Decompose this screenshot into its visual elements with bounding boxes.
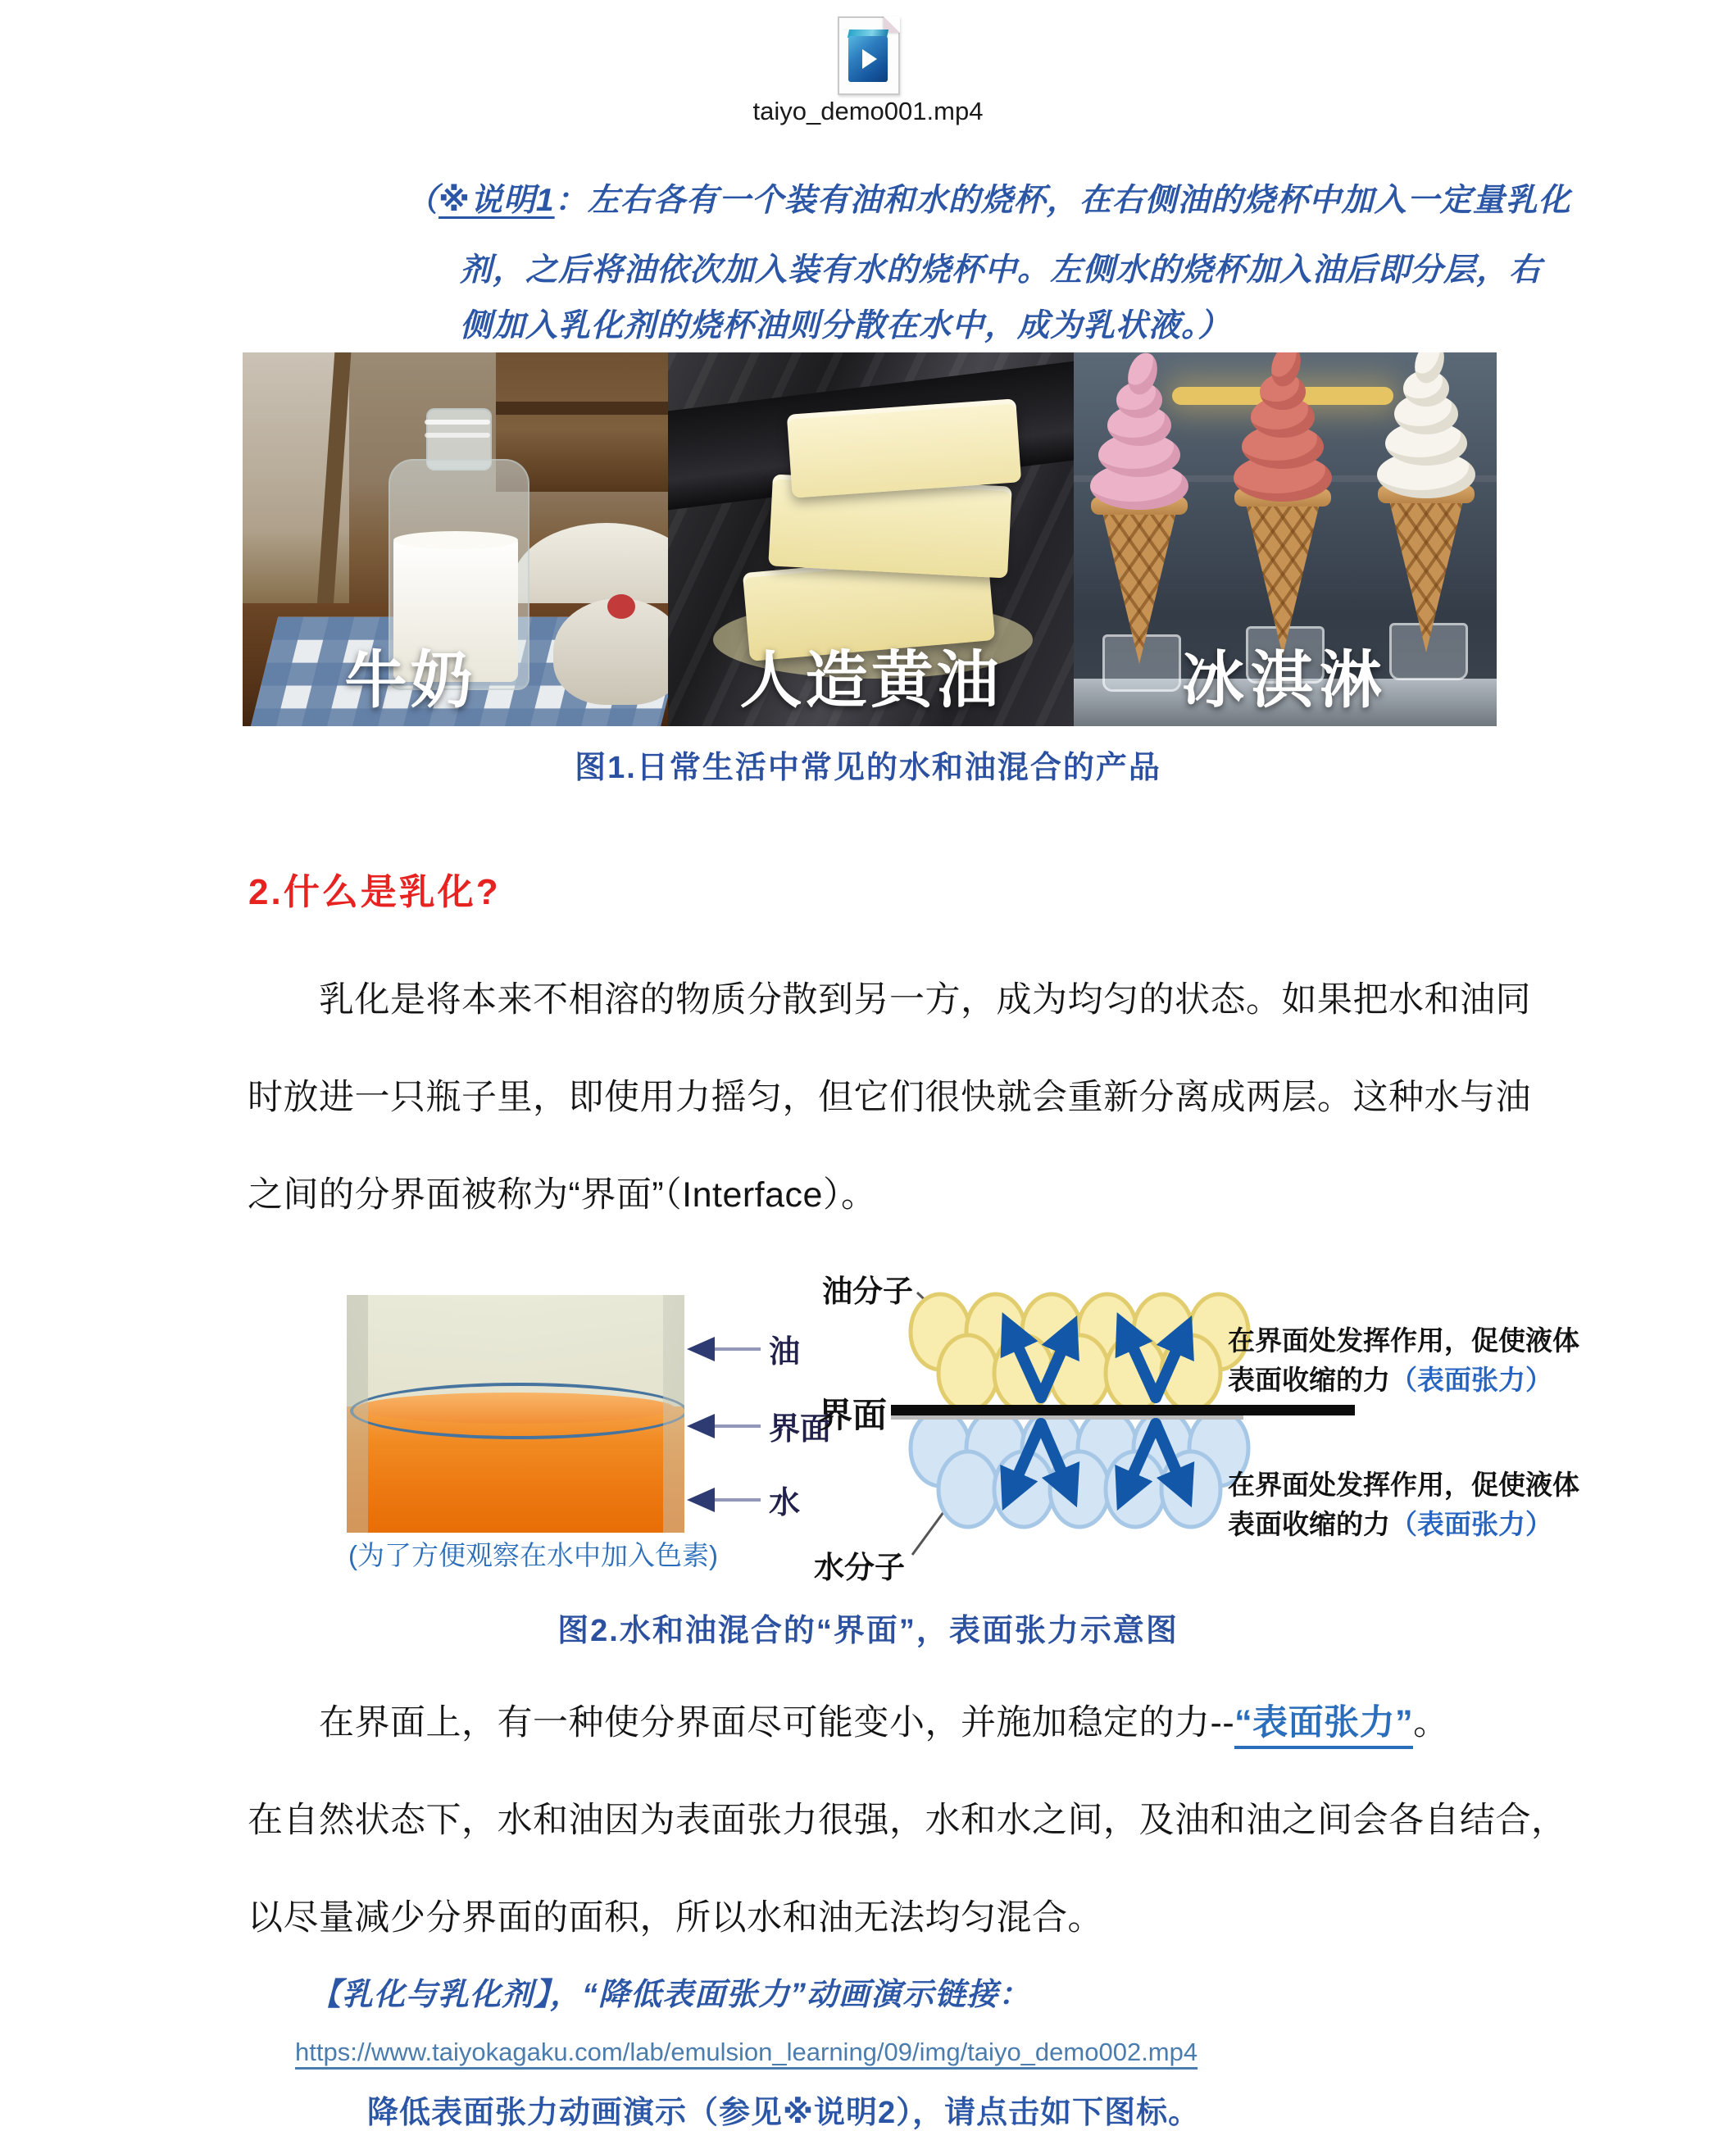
para1-line3: 之间的分界面被称为“界面”（Interface）。 bbox=[248, 1175, 877, 1215]
oil-force-text bbox=[1228, 1321, 1579, 1400]
water-molecule-label: 水分子 bbox=[814, 1551, 905, 1584]
water-force-line1: 在界面处发挥作用，促使液体 bbox=[1228, 1470, 1579, 1500]
callout-water bbox=[687, 1477, 800, 1522]
note1-open-paren: （ bbox=[406, 183, 439, 218]
diagram-interface-label: 界面 bbox=[818, 1396, 888, 1434]
callout-interface-label: 界面 bbox=[769, 1412, 832, 1447]
video-file-icon[interactable] bbox=[838, 16, 900, 95]
figure1-photo-strip bbox=[243, 352, 1497, 726]
callout-line bbox=[715, 1347, 761, 1351]
bottle-ring bbox=[425, 433, 490, 438]
figure1-caption: 图1.日常生活中常见的水和油混合的产品 bbox=[575, 751, 1161, 785]
bottle-ring bbox=[425, 420, 490, 425]
glass-wall bbox=[663, 1295, 684, 1533]
left-arrow-icon bbox=[687, 1337, 715, 1361]
butter-block bbox=[787, 398, 1021, 498]
glass-wall bbox=[347, 1295, 368, 1533]
photo-margarine bbox=[668, 352, 1074, 726]
para2-line3: 以尽量减少分界面的面积，所以水和油无法均匀混合。 bbox=[248, 1898, 1103, 1938]
animation-link-title: 【乳化与乳化剂】，“降低表面张力”动画演示链接： bbox=[310, 1978, 1031, 2012]
water-force-line2-black: 表面收缩的力 bbox=[1228, 1509, 1390, 1539]
interface-line-shadow bbox=[891, 1415, 1243, 1420]
note1-line3: 侧加入乳化剂的烧杯油则分散在水中，成为乳状液。） bbox=[460, 308, 1231, 343]
callout-oil-label: 油 bbox=[769, 1335, 801, 1370]
oil-force-line2 bbox=[1228, 1361, 1579, 1400]
para1-line1: 乳化是将本来不相溶的物质分散到另一方，成为均匀的状态。如果把水和油同 bbox=[319, 980, 1531, 1020]
water-force-paren-blue: （表面张力） bbox=[1390, 1509, 1552, 1539]
oil-molecule-label: 油分子 bbox=[822, 1275, 913, 1308]
beaker-note: (为了方便观察在水中加入色素) bbox=[348, 1540, 718, 1570]
photo-label-icecream: 冰淇淋 bbox=[1182, 646, 1388, 716]
photo-milk bbox=[243, 352, 668, 726]
beaker-photo bbox=[347, 1295, 684, 1533]
para1-line2: 时放进一只瓶子里，即使用力摇匀，但它们很快就会重新分离成两层。这种水与油 bbox=[248, 1078, 1531, 1117]
surface-tension-link[interactable]: “表面张力” bbox=[1234, 1703, 1413, 1749]
water-force-line2 bbox=[1228, 1505, 1579, 1544]
para2-line1-period: 。 bbox=[1413, 1703, 1449, 1743]
photo-label-margarine: 人造黄油 bbox=[739, 646, 1002, 716]
photo-icecream bbox=[1074, 352, 1497, 726]
para2-line2: 在自然状态下，水和油因为表面张力很强，水和水之间，及油和油之间会各自结合， bbox=[248, 1801, 1567, 1840]
oil-force-line2-black: 表面收缩的力 bbox=[1228, 1365, 1390, 1395]
callout-line bbox=[715, 1498, 761, 1502]
video-thumbnail bbox=[848, 36, 888, 82]
note1-label: ※说明1 bbox=[439, 183, 555, 218]
milk-surface bbox=[393, 531, 518, 549]
note1-line1-text: ：左右各有一个装有油和水的烧杯，在右侧油的烧杯中加入一定量乳化 bbox=[554, 183, 1571, 218]
left-arrow-icon bbox=[687, 1414, 715, 1438]
section-heading: 2.什么是乳化? bbox=[248, 872, 501, 912]
callout-oil bbox=[687, 1326, 800, 1371]
note1-line1 bbox=[406, 175, 1571, 220]
interface-ellipse bbox=[350, 1383, 684, 1439]
strawberry bbox=[607, 594, 635, 619]
oil-force-line1: 在界面处发挥作用，促使液体 bbox=[1228, 1325, 1579, 1356]
water-molecules bbox=[911, 1411, 1248, 1527]
left-arrow-icon bbox=[687, 1488, 715, 1512]
video-filename: taiyo_demo001.mp4 bbox=[752, 97, 984, 125]
photo-label-milk: 牛奶 bbox=[344, 646, 476, 716]
callout-interface bbox=[687, 1403, 831, 1448]
animation-link-url[interactable]: https://www.taiyokagaku.com/lab/emulsion_learning/09/img/taiyo_demo002.mp4 bbox=[295, 2038, 1198, 2066]
callout-line bbox=[715, 1424, 761, 1428]
oil-force-paren-blue: （表面张力） bbox=[1390, 1365, 1552, 1395]
interface-line bbox=[891, 1405, 1355, 1415]
water-force-text bbox=[1228, 1465, 1579, 1544]
animation-instruction: 降低表面张力动画演示（参见※说明2），请点击如下图标。 bbox=[367, 2096, 1201, 2130]
oil-molecules bbox=[911, 1294, 1248, 1411]
para2-line1 bbox=[319, 1695, 1449, 1745]
callout-water-label: 水 bbox=[769, 1486, 801, 1520]
play-icon bbox=[862, 49, 877, 69]
note1-line2: 剂，之后将油依次加入装有水的烧杯中。左侧水的烧杯加入油后即分层，右 bbox=[460, 252, 1543, 288]
para2-line1-text: 在界面上，有一种使分界面尽可能变小，并施加稳定的力-- bbox=[319, 1703, 1235, 1743]
figure2-caption: 图2.水和油混合的“界面”，表面张力示意图 bbox=[557, 1614, 1179, 1648]
